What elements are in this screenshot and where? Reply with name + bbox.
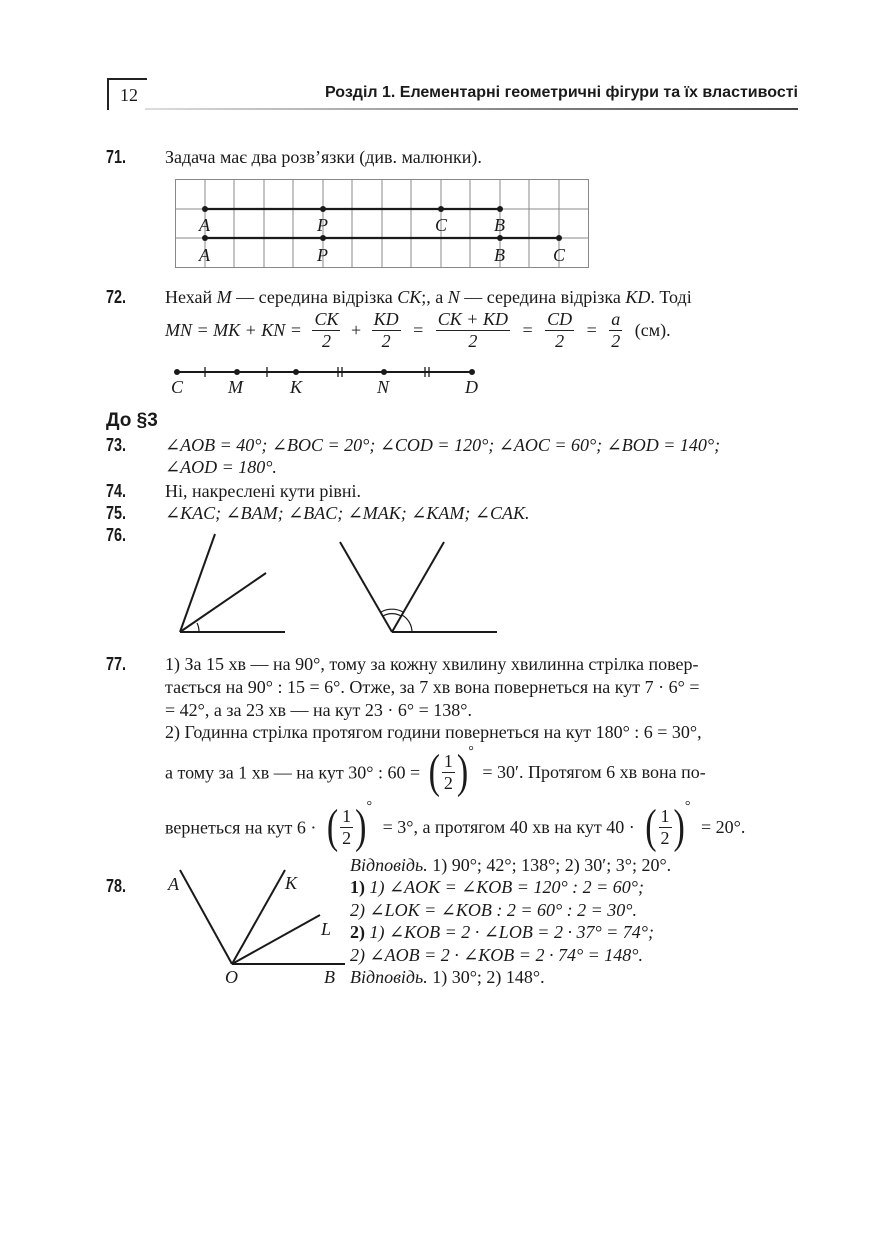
problem-74-number: 74.	[106, 481, 127, 501]
problem-71-grid-figure	[170, 175, 595, 272]
problem-76-number: 76.	[106, 525, 127, 545]
problem-75-number: 75.	[106, 503, 127, 523]
problem-78-b1-line2: 2) ∠LOK = ∠KOB : 2 = 60° : 2 = 30°.	[350, 900, 637, 920]
problem-73-line1: ∠AOB = 40°; ∠BOC = 20°; ∠COD = 120°; ∠AOC = 60°; ∠BOD = 140°;	[165, 435, 721, 455]
problem-78-b2-line1: 2) 1) ∠KOB = 2 · ∠LOB = 2 · 37° = 74°;	[350, 922, 654, 942]
section-heading: До §3	[106, 410, 158, 431]
grid-label-c1: C	[435, 215, 448, 235]
problem-77-line2: тається на 90° : 15 = 6°. Отже, за 7 хв вона повернеться на кут 7 · 6° =	[165, 677, 700, 697]
ray-label-o: O	[225, 967, 238, 987]
problem-78-rays-figure	[160, 862, 350, 992]
segment-point-k: K	[290, 377, 303, 397]
problem-78-b1-line1: 1) 1) ∠AOK = ∠KOB = 120° : 2 = 60°;	[350, 877, 644, 897]
problem-74-text: Ні, накреслені кути рівні.	[165, 481, 362, 501]
problem-77-line1: 1) За 15 хв — на 90°, тому за кожну хвилину хвилинна стрілка повер-	[165, 654, 699, 674]
problem-76-angles-figure	[170, 530, 510, 640]
problem-72-segment-figure	[165, 360, 495, 400]
grid-label-b2: B	[494, 245, 505, 265]
problem-73-line2: ∠AOD = 180°.	[165, 457, 277, 477]
grid-label-c2: C	[553, 245, 566, 265]
problem-71-number: 71.	[106, 147, 127, 167]
grid-label-p1: P	[317, 215, 328, 235]
ray-label-a: A	[168, 874, 179, 894]
segment-point-n: N	[377, 377, 390, 397]
problem-78-b2-line2: 2) ∠AOB = 2 · ∠KOB = 2 · 74° = 148°.	[350, 945, 643, 965]
ray-label-l: L	[321, 919, 332, 939]
problem-77-line3: = 42°, а за 23 хв — на кут 23 · 6° = 138°.	[165, 700, 472, 720]
problem-78-number: 78.	[106, 876, 127, 896]
grid-label-a1: A	[199, 215, 210, 235]
segment-point-c: C	[171, 377, 184, 397]
page-number: 12	[120, 85, 138, 105]
problem-72-number: 72.	[106, 287, 127, 307]
problem-72-line1: Нехай M — середина відрізка CK;, а N — середина відрізка KD. Тоді	[165, 287, 692, 307]
ray-label-b: B	[324, 967, 335, 987]
segment-point-m: M	[228, 377, 243, 397]
problem-75-text: ∠KAC; ∠BAM; ∠BAC; ∠MAK; ∠KAM; ∠CAK.	[165, 503, 530, 523]
chapter-title: Розділ 1. Елементарні геометричні фігури та їх властивості	[325, 84, 798, 101]
ray-label-k: K	[285, 873, 298, 893]
problem-73-number: 73.	[106, 435, 127, 455]
segment-point-d: D	[465, 377, 478, 397]
grid-label-a2: A	[199, 245, 210, 265]
grid-label-p2: P	[317, 245, 328, 265]
problem-77-line5: а тому за 1 хв — на кут 30° : 60 = ( $\frac{1}{2}$ )° = 30′. Протягом 6 хв вона по-	[165, 744, 706, 799]
header-rule	[145, 108, 798, 110]
problem-71-text: Задача має два розв’язки (див. малюнки).	[165, 147, 482, 167]
problem-72-equation: MN = MK + KN = $\frac{CK}{2}$ + $\frac{KD}{2}$ = $\frac{CK + KD}{2}$ = $\frac{CD}{2}$ = $\frac{a}{2}$ (см).	[165, 309, 671, 351]
problem-77-answer: Відповідь. 1) 90°; 42°; 138°; 2) 30′; 3°; 20°.	[350, 855, 672, 875]
problem-77-line4: 2) Годинна стрілка протягом години повернеться на кут 180° : 6 = 30°,	[165, 722, 702, 742]
problem-77-number: 77.	[106, 654, 127, 674]
problem-78-answer: Відповідь. 1) 30°; 2) 148°.	[350, 967, 545, 987]
problem-77-line6: вернеться на кут 6 · ( $\frac{1}{2}$ )° = 3°, а протягом 40 хв на кут 40 · ( $\frac{1}{2}$ )° = 20°.	[165, 799, 746, 854]
grid-label-b1: B	[494, 215, 505, 235]
